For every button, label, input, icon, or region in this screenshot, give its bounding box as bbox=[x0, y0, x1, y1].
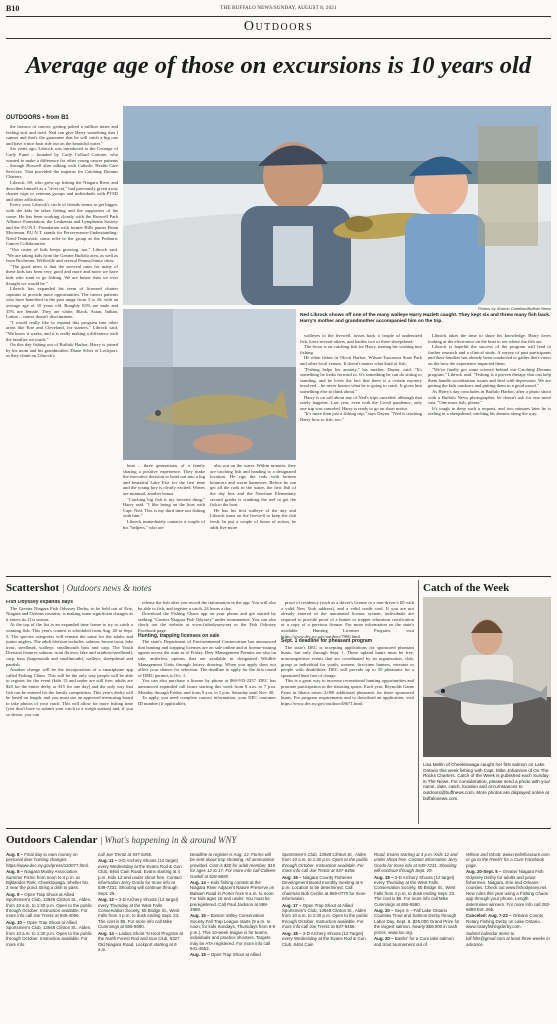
catch-caption: Lisa Mellin of Cheektowaga caught her first salmon on Lake Ontario this week fishing with Capt. Mike Johannes of On The Rocks Charters. Catch of the Week is published each Sunday in The News. For consideration, please send a photo with your name, date, catch, location and circumstances to outdoors@buffnews.com. More photos are displayed online at buffalonews.com. bbox=[423, 762, 551, 801]
scattershot-paragraph: To apply, you need complete contact information, your DEC customer ID number (if applicable), bbox=[138, 695, 276, 706]
calendar-entry: Aug. 11 – 3-D Archery Shoots (12 target) every Wednesday at the Evans Rod & Gun Club, 8464 Cain Road, Evans starting at 4 p.m. Kids 12 and under shoot free. Contact information Jerry Gordo for more info at 549-7231. Shooting will continue through Sept. 29. bbox=[98, 858, 182, 896]
calendar-entry: Road, Evans starting at 4 p.m. Kids 12 and under shoot free. Contact information Jerry Gordo for more info at 549-7231. Shooting will continue through Sept. 29. bbox=[374, 852, 458, 874]
article-paragraph: "Our roster of kids keeps growing, too," Librock said. "We are taking kids from the Greater Buffalo area, as well as from Rochester, Wellsville and several Pennsylvania cities. bbox=[6, 247, 118, 264]
article-paragraph: "I would really like to expand this program into other areas like Erie and Cleveland, for starters," Librock said. "We know it works, and it is really making a difference with the families we touch." bbox=[6, 319, 118, 342]
calendar-entry-date: Aug. 12 – bbox=[98, 897, 118, 903]
page-header bbox=[6, 3, 551, 17]
article-paragraph: the horrors of cancer; getting poked a million times and feeling sick and tired. Ned can give Harry something that I cannot and that's the guarantee that he will catch a big one and have a nice boat ride out on the beautiful water." bbox=[6, 124, 118, 146]
calendar-heading bbox=[6, 834, 237, 846]
article-paragraph: It's tough to deny such a request, and two minutes later he is reeling in a sheepshead, catching his dreams along the way. bbox=[428, 405, 551, 417]
article-paragraph: On this day fishing out of Buffalo Harbor, Harry is joined by his mom and his grandmother, Diane Silvis of Lockport, as they climb on Librock's bbox=[6, 342, 118, 359]
article-paragraph: Six years ago, Librock was introduced to the Courage of Carly Fund – founded by Carly Collard Cottone, who wanted to make a difference for other young cancer patients – through Roswell after talking with Catholic Health Care Services. That provided the impetus for Catching Dreams Charters. bbox=[6, 146, 118, 180]
article-paragraph: Librock, 69, who grew up fishing the Niagara River and describes himself as a "river rat," had previously given away charter trips to veterans groups and individuals with PTSD and other afflictions. bbox=[6, 179, 118, 202]
calendar-entry-date: Aug. 20 – bbox=[374, 908, 394, 914]
article-paragraph: boat – three generations of a family sharing a positive experience. They make the executive decision to head out into a big and beautiful Lake Erie for the first time and the young boy is clearly excited. Waves are minimal, another bonus. bbox=[123, 463, 205, 496]
calendar-divider-mark: | bbox=[99, 835, 105, 845]
scattershot-subhead: Sept. 1 deadline for pheasant program bbox=[281, 638, 373, 645]
calendar-entry: Canceled: Aug. 7-22 – Orleans County Rotary Fishing Derby on Lake Ontario. www.rotaryfishingderby.com. bbox=[466, 913, 544, 930]
calendar-entry: Aug. 8 – Final day to earn money on personal deer hunting changes. https://www.dec.ny.gov/press/123077.html. bbox=[6, 852, 90, 868]
calendar-entry-date: Aug. 17 – bbox=[282, 902, 302, 908]
calendar-entry-date: Aug. 8 – bbox=[6, 852, 24, 857]
calendar-entry-date: Aug. 10 – bbox=[6, 919, 26, 925]
article-paragraph: "Fishing helps his anxiety," his mother, Dayna, said. "It's something he looks forward to. It's something he can do sitting or standing, and he loves the fact that there is a certain mystery involved – he never knows what he is going to catch. It gives him something else to think about." bbox=[300, 366, 422, 394]
calendar-entry: Aug. 12 – 3-D Archery Shoots (12 target) every Thursday at the West Falls Conservation Society, 55 Bridge St., West Falls from 4 p.m. to dusk ending Sept. 23. The cost is $6. For more info call Mike Cummings at 655-9590. bbox=[98, 897, 180, 930]
calendar-column-2 bbox=[98, 852, 184, 1017]
calendar-entry: Submit calendar items to bill.hilts@gmail.com at least three weeks in advance. bbox=[466, 930, 550, 947]
calendar-entry-date: Aug. 20 – bbox=[374, 936, 394, 942]
calendar-entry-date: Aug. 11 – bbox=[98, 858, 118, 864]
section-rule-calendar bbox=[6, 828, 551, 829]
calendar-column-3 bbox=[190, 852, 276, 1017]
scattershot-paragraph: release the fish after you record the information in the app. You will also be able to fish, and register a catch, 24 hours a day. bbox=[138, 600, 276, 611]
main-photo bbox=[123, 106, 551, 305]
calendar-entry-date: Aug. 14 – bbox=[190, 880, 210, 886]
calendar-entry: Aug. 14 – Kids fishing contest at the Niagara River Adjacent Nature Preserve on Balsam Road in Porter from 9 a.m. to noon. For kids ages 15 and under. You must be preregistered. Call Paul Jackson at 998-4969. bbox=[190, 880, 275, 913]
scattershot-paragraph: The state's DEC is accepting applications for sponsored pheasant hunts, but only through Sept. 1. These upland hunts must be free, noncompetitive events that are coordinated by an organization, club, group or individual for youth, women, first-time hunters, veterans or people with disabilities. DEC will provide up to 50 pheasants for a sponsored hunt free of charge. bbox=[281, 644, 414, 678]
article-column-3 bbox=[210, 463, 296, 573]
article-paragraph: "It's more than just a fishing trip," says Dayna. "Ned is teaching Harry how to fish, too." bbox=[300, 411, 422, 422]
scattershot-paragraph: The Greater Niagara Fish Odyssey Derby, to be held out of Erie, Niagara and Orleans counties, is making some significant changes as it enters its 21st season. bbox=[6, 605, 133, 622]
article-paragraph: also out on the water. Within minutes, they are catching fish and heading to a designated location. He rigs the rods with bottom bouncers and worm harnesses. Before he can get all the rods in the water, the first fish of the day hits and the Newfane Elementary second grader is cranking the reel to get the fish to the boat. bbox=[210, 463, 296, 508]
section-title: Outdoors bbox=[243, 19, 314, 34]
masthead: THE BUFFALO NEWS/SUNDAY, AUGUST 8, 2021 bbox=[220, 6, 337, 11]
article-headline: Average age of those on excursions is 10 years old bbox=[25, 52, 532, 79]
section-divider bbox=[6, 38, 551, 39]
page-number: B10 bbox=[6, 4, 20, 13]
scattershot-paragraph: Another change will be the incorporation of a smartphone app called Fishing Chaos. This will be the only way people will be able to register for the event (kids 15 and under are still free; adults are $20 for the entire derby or $15 for one day) and the only way that fish can be entered for the family competition. This year's derby will be based on length, and you must use an approved measuring board to take photos of your catch. This will allow for more fishing time (you don't have to submit your catch to a weigh station) and, if you so desire, you can bbox=[6, 667, 133, 717]
scattershot-column-1 bbox=[6, 600, 133, 824]
scattershot-paragraph: This is a great way to increase recreational hunting opportunities and promote participation in the shooting sports. Each year, Reynolds Game Farm in Ithaca raises 2,000 additional pheasants for these sponsored hunts. For program requirements and to download an application, visit https://www.dec.ny.gov/outdoor/48671.html. bbox=[281, 678, 414, 706]
calendar-entry-date: Aug. 15 – bbox=[190, 913, 210, 919]
calendar-entry: Aug. 19 – 3-D Archery Shoots (12 target) every Thursday at the West Falls Conservation Society, 55 Bridge St., West Falls from 4 p.m. to dusk ending Sept. 23. The cost is $6. For more info call Mike Cummings at 655-9590. bbox=[374, 874, 456, 907]
scattershot-paragraph: At the top of the list is an expanded time frame to try to catch a winning fish. This year's contest is scheduled from Aug. 20 to Sept. 5. The species categories will remain the same for the adults and junior anglers. The adult division includes, salmon, brown trout, lake trout, steelhead, walleye, smallmouth bass and carp. The Youth Division features salmon, trout (brown, lake and rainbow/steelhead), carp, bass (largemouth and smallmouth), walleye, sheepshead and panfish. bbox=[6, 622, 133, 667]
calendar-entry: Aug. 14 – Ladies Shoot 'N Hoot Program at the North Forest Rod and Gun Club, 6327 Old Niagara Road, Lockport starting at 9 a.m. bbox=[98, 930, 184, 952]
walleye-photo-illustration bbox=[123, 309, 296, 460]
scattershot-subhead: Hunting, trapping licenses on sale bbox=[138, 632, 220, 639]
article-paragraph: Librock has expanded his team of licensed charter captains to provide more opportunities. The cancer patients who have benefited in the past range from 3 to 26, with an average age of 10 years old. Roughly 65% are male and 35% are female. They are white, Black, Asian, Indian, Latino – cancer doesn't discriminate. bbox=[6, 286, 118, 320]
catch-photo bbox=[423, 597, 551, 757]
article-paragraph: "The good news is that the survival rates for many of these kids has been very good and more and more we have kids who want to go fishing. We are busier than we ever thought we would be." bbox=[6, 263, 118, 286]
calendar-entry: Aug. 15 – Boston Valley Conservation Society Fall Trap League starts (9 a.m. to noon, for kids Sundays, Thursdays from 6-8 p.m.). This 10-week league is for teams, individuals and practice shooters. Targets may be ATA registered. For more info call 941-4653. bbox=[190, 913, 276, 951]
calendar-entry-date: Aug. 8 – bbox=[6, 869, 24, 875]
article-paragraph: As Harry's day concludes in Buffalo Harbor, after a photo shoot with a Buffalo News photographer, he doesn't ask for one more cast. "One more fish, please." bbox=[428, 388, 551, 406]
calendar-entry: Aug. 15 – Open Trap Shoot at Allied bbox=[190, 952, 261, 958]
calendar-entry: Aug. 20 – Basfer' for a Cure lake salmon and trout tournament out of bbox=[374, 936, 454, 947]
scattershot-paragraph: Download the Fishing Chaos app on your phone and get started by seeking "Greater Niagara Fish Odyssey" under tournaments. You can also check out the website at www.fishodyssey.net or the Fish Odyssey Facebook page. bbox=[138, 611, 276, 633]
scattershot-heading bbox=[6, 582, 151, 594]
article-paragraph: Librock immediately contacts a couple of his "helpers," who are bbox=[123, 518, 205, 530]
section-rule-scattershot bbox=[6, 576, 551, 577]
photo-cutline: Ned Librock shows off one of the many walleye Harry Hazlett caught. They kept six and threw many fish back. Harry's mother and grandmother accompanied him on the trip. bbox=[300, 313, 551, 324]
outdoors-calendar bbox=[6, 832, 551, 1020]
article-column-1 bbox=[6, 124, 118, 574]
scattershot-paragraph: The state's Department of Environmental Conservation has announced that hunting and trapping licenses are on sale online and at license-issuing agents across the state as of Friday. Deer Management Permits are also on sale, antlerless options that are available in designated Wildlife Management Units through lottery drawing. When you apply does not affect your chance for selection. The deadline to apply for the first round of DMU permits is Oct. 1. bbox=[138, 639, 276, 678]
calendar-entry: Deadline to register is Aug. 12. Forms will be sent about trap shooting. All ammunition provided. Cost is $20 for adult member, $15 for ages 12 to 17. For more info call Colleen Gaskill at 628-6695. bbox=[190, 852, 276, 879]
catch-heading: Catch of the Week bbox=[423, 582, 510, 594]
article-paragraph: He often fishes in Olcott Harbor, Wilson-Tuscarora State Park and other local venues. It doesn't matter what kind of fish. bbox=[300, 355, 422, 366]
scattershot-subhead: Fish Odyssey expands days bbox=[6, 600, 73, 605]
calendar-entry-date: Aug. 20-Sept. 5 – bbox=[466, 869, 502, 875]
calendar-entry: Aug. 20 – Sept. 6 – Fall Lake Ontario Counties Trout and Salmon Derby through Labor Day, Sept. 6. $25,000 Grand Prize for the largest salmon. Nearly $58,000 in cash prizes. www.loc.org. bbox=[374, 908, 460, 935]
calendar-entry-date: Aug. 14 – bbox=[98, 930, 118, 936]
calendar-entry-date: Canceled: Aug. 7-22 – bbox=[466, 913, 512, 919]
article-column-5 bbox=[428, 333, 551, 573]
article-column-2 bbox=[123, 463, 205, 573]
calendar-subtitle: What's happening in & around WNY bbox=[104, 835, 237, 845]
calendar-entry: Aug. 20-Sept. 5 – Greater Niagara Fish Odyssey Derby for adults and junior fishermen. Niagara, Erie and Orleans counties. Check out www.fishodyssey.net. New rules this year using a Fishing Chaos app through your phone. Length determines winners. For more info call 282-6889 Ext. 265. bbox=[466, 869, 551, 913]
calendar-entry: Aug. 8 – Niagara Musky Association Summer Picnic from noon to 4 p.m. at Bijklander Park, Cheektowaga. Shelter No. 3 near the pond. Bring a dish to pass. bbox=[6, 869, 90, 891]
calendar-entry: Aug. 16 – Niagara County Fisheries Development Board monthly meeting at 6 p.m. Location to be determined. Call chairman Bob Cecilio at 869-0770 for more information. bbox=[282, 874, 366, 902]
calendar-entry: Aug. 17 – Open Trap Shoot at Allied Sportsmen's Club, 13948 Clinton St., Alden from 10 a.m. to 1:30 p.m. Open to the public through October. Instruction available. For more info call Joe Trentz at 937-6456. bbox=[282, 902, 368, 930]
calendar-entry: Aug. 9 – Open Trap Shoot at Allied Sportsmen's Club, 13948 Clinton St., Alden, from 10 a.m. to 1:30 p.m. Open to the public through October. Instruction available. For more info call Joe Trentz at 946-4066. bbox=[6, 891, 92, 919]
calendar-title: Outdoors Calendar bbox=[6, 834, 98, 846]
calendar-column-4 bbox=[282, 852, 368, 1017]
article-paragraph: Librock is hopeful the success of the program will lead to further research and a clinical study. A survey of past participants and their families has already been conducted to gather their views on the how the experience impacted them. bbox=[428, 344, 551, 366]
scattershot-paragraph: proof of residency (such as a driver's license or a non-driver's ID with a valid New York address), and a valid credit card. If you are not already entered in the automated license system, individuals are required to provide proof of a hunter or trapper education certification or a copy of a previous license. For more information on the state's available Hunting Licenses Program, visit https://www.dec.ny.gov/outdoor/7860.html. bbox=[281, 600, 414, 639]
scattershot-column-2 bbox=[138, 600, 276, 824]
scattershot-subtitle: Outdoors news & notes bbox=[66, 583, 152, 593]
calendar-column-5 bbox=[374, 852, 460, 1017]
calendar-entry: Sportsmen's Club, 13948 Clinton St., Alden from 10 a.m. to 1:30 p.m. Open to the public through October. Instruction available. For more info call Joe Trentz at 937-6456. bbox=[282, 852, 368, 874]
calendar-entry-date: Aug. 9 – bbox=[6, 891, 24, 897]
calendar-entry-date: Aug. 18 – bbox=[282, 930, 302, 936]
scattershot-title: Scattershot bbox=[6, 582, 60, 594]
photo-credit: Photos by Sharon Cantillon/Buffalo News bbox=[477, 306, 551, 311]
fishing-photo-illustration bbox=[123, 106, 551, 305]
article-byline: OUTDOORS • from B1 bbox=[6, 115, 69, 121]
calendar-entry: Aug. 10 – Open Trap Shoot at Allied Sportsmen's Club, 13948 Clinton St., Alden, from 10 a.m. to 1:30 p.m. Open to the public through October. Instruction available. For more info bbox=[6, 919, 92, 947]
calendar-column-1 bbox=[6, 852, 92, 1017]
article-paragraph: He has his first walleye of the day and Librock turns on the livewell to keep the fish fresh. In just a couple of hours of action, he adds five more bbox=[210, 507, 296, 530]
scattershot-column-3 bbox=[281, 600, 414, 824]
article-paragraph: "Catching big fish is my favorite thing," Harry said. "I like being on the boat with Capt. Ned. This is my third time out fishing with him." bbox=[123, 496, 205, 519]
scattershot-paragraph: You can also purchase a license by phone at 866-933-2257. DEC has announced expanded call hours starting this week from 8 a.m. to 7 p.m. Monday through Friday, and from 9 a.m. to 5 p.m. Saturday until Nov. 30. bbox=[138, 678, 276, 695]
article-paragraph: Harry is on call about any of Ned's trips canceled, although that rarely happens. Last year, even with the Covid pandemic, only one trip was canceled. Harry is ready to go on short notice. bbox=[300, 394, 422, 411]
salmon-photo-illustration bbox=[423, 597, 551, 757]
article-paragraph: "We've finally got some science behind our Catching Dreams program," Librock said. "Fishing is a proven therapy that can help them handle socialization issues and deal with depression. We are getting the kids outdoors and putting them in a good mood." bbox=[428, 366, 551, 389]
calendar-entry-date: Aug. 15 – bbox=[190, 952, 210, 958]
calendar-entry: Wilson and Olcott. www.reelinforacure.com or go to the Reelin' for a Cure Facebook page. bbox=[466, 852, 550, 868]
calendar-column-6 bbox=[466, 852, 551, 1017]
article-paragraph: Librock takes the time to share his knowledge. Harry loves looking at the electronics on the boat to see where the fish are. bbox=[428, 333, 551, 344]
article-column-4 bbox=[300, 333, 422, 573]
catch-divider bbox=[418, 580, 419, 824]
article-paragraph: The focus is on catching fish for Harry, turning his wishing into fishing. bbox=[300, 344, 422, 355]
article-paragraph: walleyes to the livewell, tosses back a couple of undersized fish, loses several others, and battles two or three sheepshead. bbox=[300, 333, 422, 344]
calendar-entry: call Joe Trentz at 937-6456. bbox=[98, 852, 153, 857]
secondary-photo bbox=[123, 309, 296, 460]
calendar-entry-date: Aug. 19 – bbox=[374, 874, 394, 880]
calendar-entry-date: Aug. 16 – bbox=[282, 874, 302, 880]
scattershot-divider-mark: | bbox=[61, 583, 67, 593]
article-paragraph: Every year, Librock's circle of friends seems to get bigger, with the kids he takes fishing and the supporters of his cause. He has been working closely with the Roswell Park Alliance Foundation, the Leukemia and Lymphoma Society and the P.U.N.T. Foundation with former Bills punter Brian Moorman. P.U.N.T. stands for Perseverance-Understanding-Need-Teamwork; some refer to the group as the Pediatric Cancer Collaborative. bbox=[6, 202, 118, 247]
calendar-entry: Aug. 18 – 3-D Archery Shoots (12 Target) every Wednesday at the Evans Rod & Gun Club, 8464 Cain bbox=[282, 930, 366, 947]
